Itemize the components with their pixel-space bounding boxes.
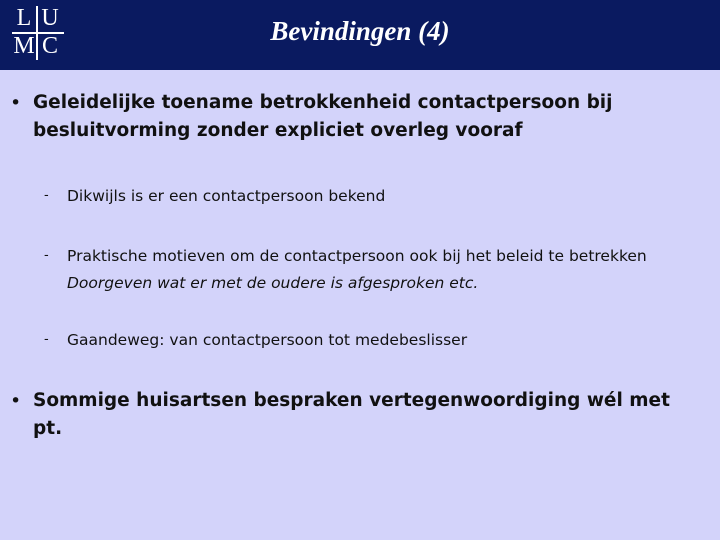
sub-item-text: Dikwijls is er een contactpersoon bekend	[67, 187, 386, 205]
logo-letter: C	[41, 33, 58, 59]
sub-item-note: Doorgeven wat er met de oudere is afgesproken etc.	[67, 274, 479, 292]
logo-letter: L	[16, 5, 32, 31]
slide-title: Bevindingen (4)	[270, 16, 450, 46]
logo-letter: U	[41, 5, 59, 31]
bullet-marker: •	[10, 390, 22, 412]
logo-letter: M	[13, 33, 35, 59]
sub-item-text: Gaandeweg: van contactpersoon tot medebeslisser	[67, 331, 468, 349]
sub-item-marker: -	[44, 248, 49, 263]
bullet-text: Geleidelijke toename betrokkenheid contactpersoon bij besluitvorming zonder expliciet overleg vooraf	[33, 92, 613, 141]
bullet-marker: •	[10, 92, 22, 114]
sub-item-marker: -	[44, 188, 49, 203]
sub-item-text: Praktische motieven om de contactpersoon ook bij het beleid te betrekken	[67, 247, 647, 265]
sub-item-marker: -	[44, 332, 49, 347]
title-bar	[0, 0, 720, 70]
bullet-text: Sommige huisartsen bespraken vertegenwoordiging wél met pt.	[33, 390, 670, 439]
